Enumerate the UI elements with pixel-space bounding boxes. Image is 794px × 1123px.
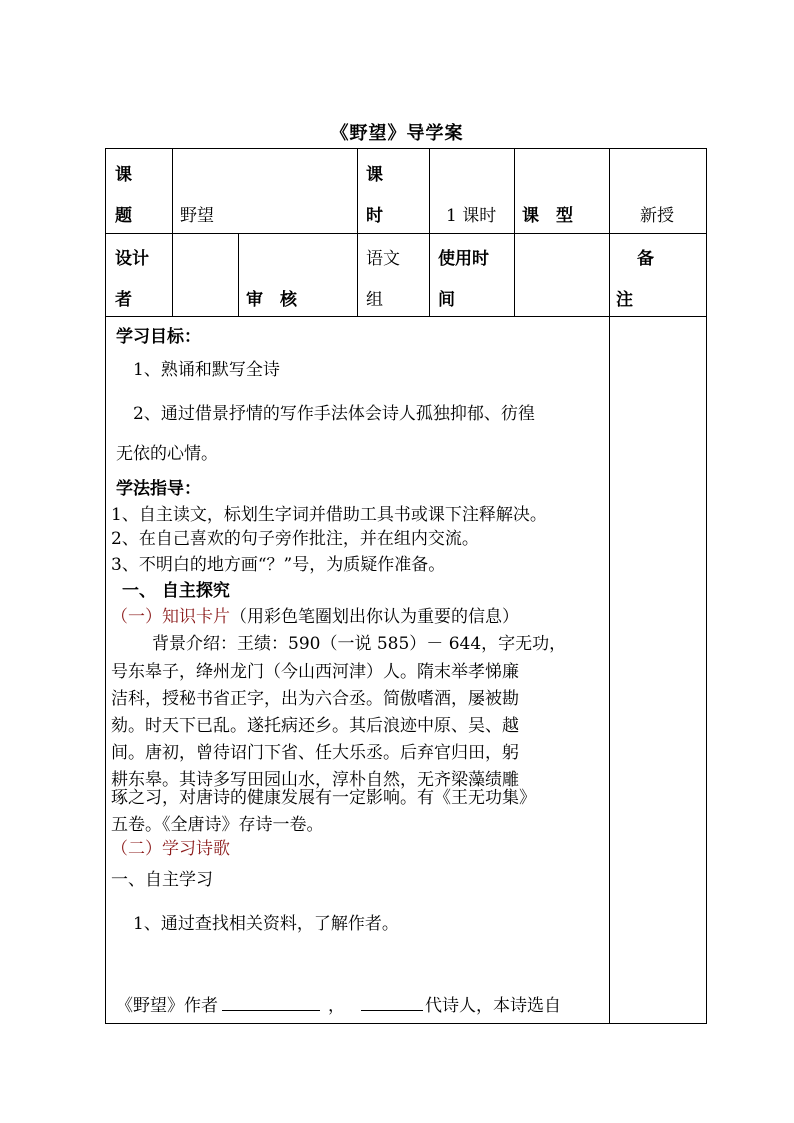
table-border-left <box>105 148 106 1024</box>
background-line-1: 背景介绍：王绩：590（一说 585）－ 644，字无功， <box>152 634 567 654</box>
label-remark-a: 备 <box>637 249 654 269</box>
label-period-a: 课 <box>366 165 383 185</box>
label-lesson-b: 题 <box>115 206 132 226</box>
label-lesson-a: 课 <box>115 165 132 185</box>
col-line-c <box>357 148 358 317</box>
fill-comma: ， <box>328 996 345 1016</box>
label-use-time-b: 间 <box>438 290 455 310</box>
goals-heading: 学习目标： <box>116 327 201 347</box>
col-line-e <box>514 148 515 317</box>
method-2: 2、在自己喜欢的句子旁作批注，并在组内交流。 <box>111 529 479 549</box>
label-type: 课 型 <box>522 206 573 226</box>
col-line-f <box>609 148 610 1024</box>
background-line-6: 耕东皋。其诗多写田园山水，淳朴自然，无齐梁藻绩雕 <box>111 770 519 790</box>
task-1: 1、通过查找相关资料，了解作者。 <box>133 914 399 934</box>
fill-dynasty-label: 代诗人，本诗选自 <box>425 996 561 1016</box>
goal-1: 1、熟诵和默写全诗 <box>133 360 280 380</box>
row-divider-2 <box>105 316 707 317</box>
label-remark-b: 注 <box>616 290 633 310</box>
goal-2-line1: 2、通过借景抒情的写作手法体会诗人孤独抑郁、彷徨 <box>133 404 535 424</box>
knowledge-card-line <box>111 602 519 627</box>
poem-study-heading: （二）学习诗歌 <box>111 839 230 859</box>
self-study-heading: 一、自主学习 <box>111 870 213 890</box>
lesson-time-value: 1 课时 <box>446 206 497 226</box>
fill-blank-line <box>116 991 561 1016</box>
author-blank[interactable] <box>222 996 320 1011</box>
lesson-type-value: 新授 <box>640 206 674 226</box>
group-a: 语文 <box>366 249 400 269</box>
knowledge-card-note: （用彩色笔圈划出你认为重要的信息） <box>230 607 519 627</box>
background-line-4: 劾。时天下已乱。遂托病还乡。其后浪迹中原、吴、越 <box>111 716 519 736</box>
label-period-b: 时 <box>366 206 383 226</box>
table-border-top <box>105 148 707 149</box>
section-self-explore: 一、 自主探究 <box>122 581 230 601</box>
method-3: 3、不明白的地方画“？”号，为质疑作准备。 <box>111 555 446 575</box>
label-use-time-a: 使用时 <box>438 249 489 269</box>
background-line-5: 间。唐初，曾待诏门下省、任大乐丞。后弃官归田，躬 <box>111 743 519 763</box>
col-line-b <box>238 233 239 317</box>
table-border-bottom <box>105 1023 707 1024</box>
background-line-3: 洁科，授秘书省正字，出为六合丞。简傲嗜酒，屡被勘 <box>111 689 519 709</box>
label-review: 审 核 <box>246 290 297 310</box>
col-line-d <box>429 148 430 317</box>
dynasty-blank[interactable] <box>361 996 423 1011</box>
page-title: 《野望》导学案 <box>330 123 464 144</box>
fill-author-label: 《野望》作者 <box>116 996 218 1016</box>
lesson-title-value: 野望 <box>180 206 214 226</box>
method-heading: 学法指导： <box>116 479 201 499</box>
background-line-8: 五卷。《全唐诗》存诗一卷。 <box>111 815 324 835</box>
background-line-2: 号东皋子，绛州龙门（今山西河津）人。隋末举孝悌廉 <box>111 662 519 682</box>
table-border-right <box>706 148 707 1024</box>
goal-2-line2: 无依的心情。 <box>116 444 218 464</box>
method-1: 1、自主读文，标划生字词并借助工具书或课下注释解决。 <box>111 505 547 525</box>
group-b: 组 <box>366 290 383 310</box>
col-line-a <box>172 148 173 317</box>
label-designer-b: 者 <box>115 290 132 310</box>
knowledge-card-title: （一）知识卡片 <box>111 607 230 627</box>
row-divider-1 <box>105 233 707 234</box>
label-designer-a: 设计 <box>115 249 149 269</box>
background-line-7: 琢之习，对唐诗的健康发展有一定影响。有《王无功集》 <box>111 788 536 808</box>
